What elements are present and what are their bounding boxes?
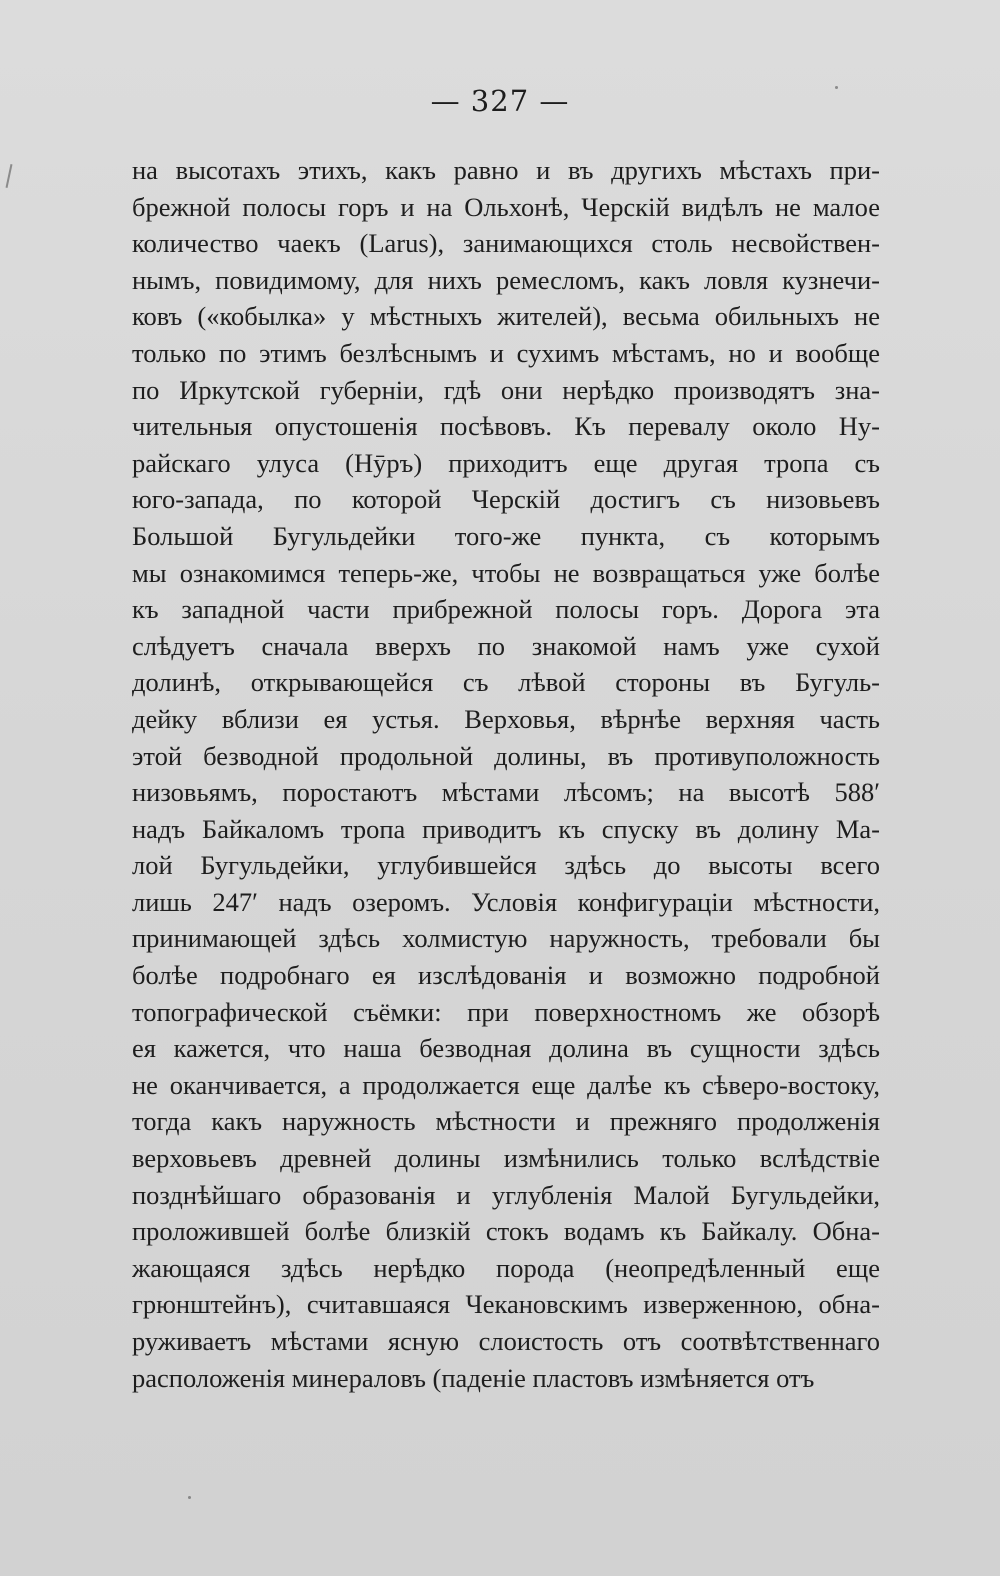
text-line: количество чаекъ (Larus), занимающихся столь несвойствен-	[132, 228, 880, 259]
text-line: ковъ («кобылка» у мѣстныхъ жителей), весьма обильныхъ не	[132, 301, 880, 332]
text-line: руживаетъ мѣстами ясную слоистость отъ соотвѣтственнаго	[132, 1326, 880, 1356]
text-line: тогда какъ наружность мѣстности и прежняго продолженія	[132, 1106, 880, 1137]
text-line: дейку вблизи ея устья. Верховья, вѣрнѣе верхняя часть	[132, 703, 880, 734]
text-line: этой безводной продольной долины, въ противуположность	[132, 740, 880, 771]
text-line: брежной полосы горъ и на Ольхонѣ, Черскій видѣлъ не малое	[132, 191, 880, 222]
text-line: проложившей болѣе близкій стокъ водамъ къ Байкалу. Обна-	[132, 1216, 880, 1247]
text-line: ея кажется, что наша безводная долина въ сущности здѣсь	[132, 1033, 880, 1064]
page-number: — 327 —	[430, 84, 570, 118]
text-line: расположенія минераловъ (паденіе пластовъ измѣняется отъ	[132, 1362, 815, 1393]
text-line: лишь 247′ надъ озеромъ. Условія конфигураціи мѣстности,	[132, 886, 880, 917]
text-line: грюнштейнъ), считавшаяся Чекановскимъ изверженною, обна-	[132, 1289, 880, 1320]
paper-speck	[188, 1496, 191, 1499]
text-line: Большой Бугульдейки того-же пункта, съ которымъ	[132, 520, 880, 551]
text-line: чительныя опустошенія посѣвовъ. Къ перевалу около Ну-	[132, 411, 880, 442]
text-line: низовьямъ, поростаютъ мѣстами лѣсомъ; на высотѣ 588′	[132, 777, 880, 808]
margin-pencil-mark	[6, 164, 13, 188]
text-line: юго-запада, по которой Черскій достигъ съ низовьевъ	[132, 484, 880, 515]
body-text	[132, 152, 880, 1396]
text-line: по Иркутской губерніи, гдѣ они нерѣдко производятъ зна-	[132, 374, 880, 405]
text-line: лой Бугульдейки, углубившейся здѣсь до высоты всего	[132, 850, 880, 881]
text-line: жающаяся здѣсь нерѣдко порода (неопредѣленный еще	[132, 1252, 880, 1283]
text-line: долинѣ, открывающейся съ лѣвой стороны въ Бугуль-	[132, 667, 880, 698]
text-line: къ западной части прибрежной полосы горъ. Дорога эта	[132, 594, 880, 625]
text-line: не оканчивается, а продолжается еще далѣе къ сѣверо-востоку,	[132, 1069, 880, 1100]
text-line: райскаго улуса (Нӯръ) приходитъ еще другая тропа съ	[132, 447, 880, 478]
text-line: слѣдуетъ сначала вверхъ по знакомой намъ уже сухой	[132, 630, 880, 661]
text-line: топографической съёмки: при поверхностномъ же обзорѣ	[132, 996, 880, 1027]
text-line: верховьевъ древней долины измѣнились только вслѣдствіе	[132, 1143, 880, 1174]
text-line: принимающей здѣсь холмистую наружность, требовали бы	[132, 923, 880, 954]
text-line: мы ознакомимся теперь-же, чтобы не возвращаться уже болѣе	[132, 557, 880, 588]
text-line: болѣе подробнаго ея изслѣдованія и возможно подробной	[132, 960, 880, 991]
text-line: позднѣйшаго образованія и углубленія Малой Бугульдейки,	[132, 1179, 880, 1210]
text-line: надъ Байкаломъ тропа приводитъ къ спуску въ долину Ма-	[132, 813, 880, 844]
text-line: нымъ, повидимому, для нихъ ремесломъ, какъ ловля кузнечи-	[132, 264, 880, 295]
text-line: на высотахъ этихъ, какъ равно и въ другихъ мѣстахъ при-	[132, 155, 880, 185]
text-line: только по этимъ безлѣснымъ и сухимъ мѣстамъ, но и вообще	[132, 337, 880, 368]
